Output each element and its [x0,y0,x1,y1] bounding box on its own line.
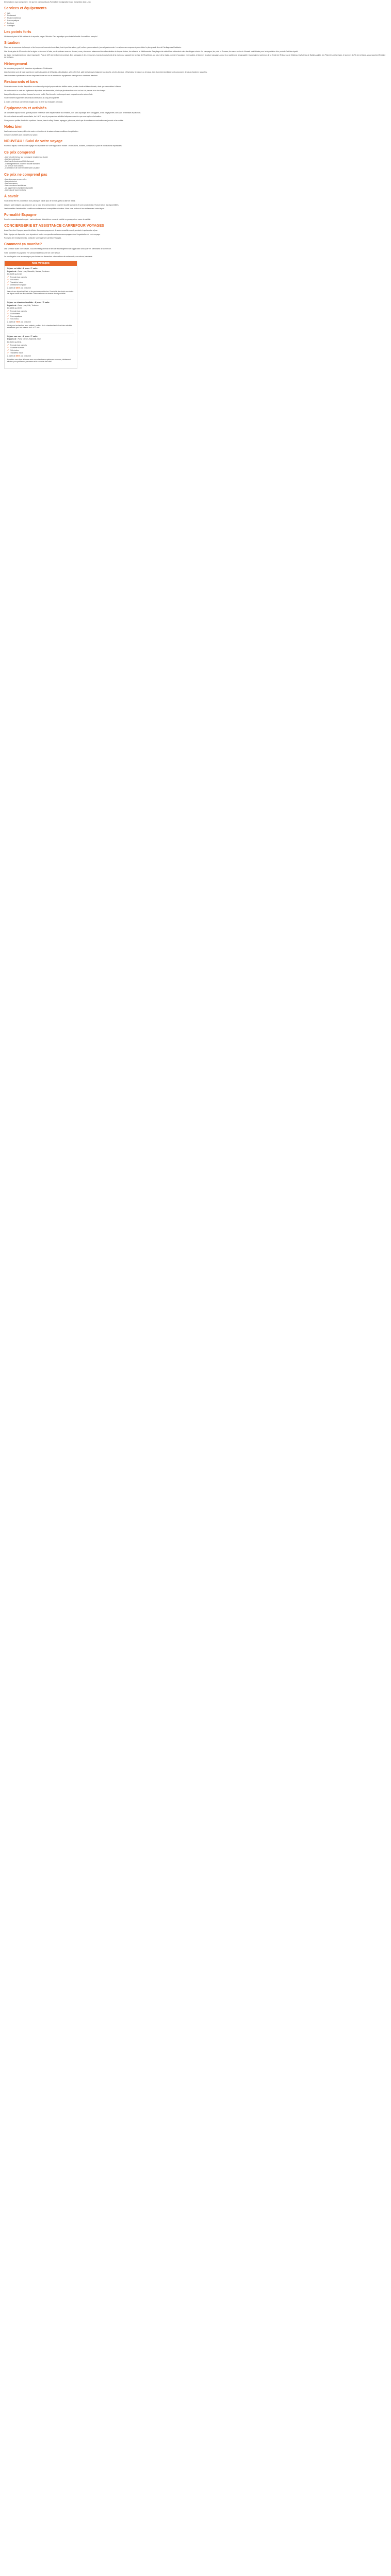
list-item: - Les excursions facultatives [4,184,26,187]
offer-services: ✔ Formule tout compris ✔ Vols inclus ✔ Transferts inclus ✔ Assistance sur place [7,276,27,286]
offer-price: À partir de 859 € par personne [7,355,31,358]
hebergement-paragraph: Le complexe propose 948 chambres réparties sur 2 bâtiments. [4,67,53,70]
notes-title: Notez bien [4,125,23,129]
check-icon: ✔ [7,351,9,354]
non-compris-title: Ce prix ne comprend pas [4,173,47,177]
offer-title[interactable]: Séjour en chambre familiale - 8 jours / 7 nuits [7,301,50,304]
formalites-text: Pour les ressortissants français : carte nationale d'identité en cours de validité ou passeport en cours de validité. [4,218,91,221]
list-item: - L'hébergement en chambre double standard [4,162,40,165]
check-icon: ✔ [7,314,9,317]
offer-price: À partir de 689 € par personne [7,287,31,290]
check-icon: ✔ [7,344,9,347]
restaurants-paragraph: Les petits-déjeuners sont servis sous forme de buffet. Des formules tout compris sont proposées selon votre choix. [4,93,93,96]
equipements-paragraph: Le complexe dispose d'une grande piscine extérieure avec espace dédié aux enfants, d'un parc aquatique avec toboggans, d'une plage privée, ainsi que de transats et parasols. [4,111,141,114]
compris-title: Ce prix comprend [4,150,35,155]
restaurants-paragraph: Vous retrouverez à votre disposition un restaurant principal proposant des buffets variés, cuisine locale et internationale, ainsi que des soirées à thème. [4,86,122,88]
formalites-title: Formalité Espagne [4,213,37,217]
situation-paragraph: Placé sur la commune de Lesquin et de Lemps de traversée immédiate, tout à peut de nature, golf, culture, parcs naturels, jeux et gastronomie. Les séjours se composent pour visiter le plus grande des de l'héritage des Habitants. [4,46,182,49]
notes-paragraph: Les horaires sont susceptibles de varier en fonction de la saison et des conditions d'exploitation. [4,130,79,132]
conciergerie-title: CONCIERGERIE ET ASSISTANCE CARREFOUR VOYAGES [4,224,104,228]
offer-dates: Du 01/05 au 31/10 [7,273,22,275]
offer-departures: Départs de : Paris, Lyon, Lille, Toulouse [7,304,39,307]
restaurants-paragraph: Un restaurant à la carte est également disponible sur réservation, ainsi que plusieurs bars dont un bar à la piscine et un bar lounge. [4,89,106,92]
conciergerie-paragraph: Notre équipe est disponible pour répondre à toutes vos questions et vous accompagner dans l'organisation de votre voyage. [4,233,101,235]
restaurants-paragraph: Vous trouverez également des snacks servis tout au long de la journée. [4,97,60,99]
compris-list [4,156,387,170]
check-icon: ✔ [7,346,9,349]
list-item: - L'assistance de notre représentant sur place [4,167,40,170]
offer-services: ✔ Formule tout compris ✔ Club enfants ✔ Parc aquatique ✔ Vols inclus [7,310,27,320]
service-item: ✔ Restaurant [4,14,16,17]
list-item: - Les vols aller/retour sur compagnie régulière ou charter [4,156,48,158]
check-icon: ✔ [7,280,9,283]
services-list [4,12,387,27]
situation-paragraph: Une de de près de 90 minutes de la région se trouvent à l'aise, sur la plateaux avec un dessert, vous y trouverez notamment de salles dédiées à chaque visiteur, de salles de la Méditerranée. Des plages de sable blanc s'étendent entre de villages colorés. La campagne, les puits et Grasses, les caves moins le Vinnanti sont idéales pour la dégustation d'un produit d'art très réputé. [4,50,299,53]
list-item: - Les taxes aéroport [4,158,20,161]
hebergement-paragraph: Les chambres sont de type supérieure, toutes équipées de télévision, climatisation, wifi, coffre-fort, salle de bain avec baignoire ou douche, sèche-cheveux, réfrigérateur et balcon ou terrasse. Les chambres familiales sont composées de deux chambres séparées. [4,71,207,73]
points-forts-text: Idéalement placé à 900 mètres de la superbe plage d'Hécube. Parc aquatique pour toute la famille. Accueil tout compris ! [4,36,98,38]
check-icon: ✔ [7,317,9,320]
hebergement-paragraph: Les chambres supérieures vue mer disposent d'une vue sur la mer et d'un équipement identique aux chambres standard. [4,75,98,77]
check-icon: ✔ [4,19,6,22]
nouveau-title: NOUVEAU ! Suivi de votre voyage [4,140,63,144]
list-item: - Les frais de visa éventuels [4,189,26,191]
offer-description: Idéal pour les familles avec enfants, profitez de la chambre familiale et des activités encadrées pour les enfants de 4 à 12 ans. [7,324,72,329]
check-icon: ✔ [4,24,6,27]
check-icon: ✔ [4,16,6,20]
offer-title[interactable]: Séjour en hôtel - 8 jours / 7 nuits [7,267,38,270]
a-savoir-title: À savoir [4,195,19,199]
offers-body [5,266,77,368]
offer-description: Réveillez-vous face à la mer avec nos chambres supérieures vue mer, idéalement situées pour profiter du panorama et du coucher de soleil. [7,358,71,363]
list-item: - La formule tout compris [4,164,24,167]
a-savoir-paragraph: Les prix sont indiqués par personne, sur la base de 2 personnes en chambre double standard, et sont susceptibles d'évoluer selon les disponibilités. [4,204,119,206]
check-icon: ✔ [7,276,9,279]
equipements-paragraph: Vous pourrez profiter d'activités sportives : tennis, beach-volley, fitness, aquagym, pétanque, ainsi que de nombreuses animations en journée et en soirée. [4,119,124,122]
check-icon: ✔ [7,278,9,281]
offer-title[interactable]: Séjour vue mer - 8 jours / 7 nuits [7,335,38,338]
offer-departures: Départs de : Paris, Lyon, Marseille, Nantes, Bordeaux [7,270,50,273]
service-item: ✔ Piscine extérieure [4,16,21,20]
service-item: ✔ Wifi [4,11,10,14]
offer-card[interactable] [7,335,74,363]
offer-dates: Du 01/04 au 30/11 [7,341,22,343]
comment-paragraph: La conciergerie vous accompagne pour toutes vos demandes : réservations de restaurants, excursions, transferts. [4,255,93,258]
check-icon: ✔ [7,348,9,351]
offer-dates: Du 15/06 au 15/09 [7,307,22,309]
list-item: - Les dépenses personnelles [4,178,27,180]
restaurants-title: Restaurants et bars [4,80,38,84]
offer-departures: Départs de : Paris, Nantes, Marseille, Nice [7,338,41,341]
list-item: - Les pourboires [4,180,17,182]
offer-services: ✔ Formule tout compris ✔ Chambre vue mer ✔ Vols inclus ✔ Transferts inclus [7,344,27,354]
situation-paragraph: La région est également une place importante. Plus de 40% de territoire est protégé. Des paysages et des ressources, tout au long du bord de la région qui supporte de la Zone de l'Ancêtinole, au cœur de la région, donnent l'occasion, entre-autres, d'observer la nature sauvage. Autour à un patrimoine remarquable, les domaines nombreux de la Grotte de l'Écluse ou de Château, les Salines de Sainte-Andrée, les Pêcheries de la région, le sommet du Pic de la Garde, vous racontent l'histoire de la région. [4,54,386,59]
equipements-title: Équipements et activités [4,106,47,110]
hebergement-title: Hébergement [4,62,27,66]
list-item: - Le supplément chambre individuelle [4,187,34,189]
a-savoir-paragraph: Vous devez être en possession d'un passeport valide plus de 6 mois après la date de retour. [4,200,76,202]
comment-paragraph: Une semaine avant votre départ, vous recevrez par email le lien de téléchargement de l'application ainsi que vos identifiants de connexion. [4,248,112,250]
equipements-paragraph: Un club enfants accueille vos enfants, de 4 à 12 ans, et propose des activités ludiques encadrées par une équipe d'animation. [4,115,102,118]
offer-price: À partir de 799 € par personne [7,321,31,324]
non-compris-list [4,178,387,192]
comment-paragraph: Votre conseiller est joignable 7j/7 pendant toute la durée de votre séjour. [4,251,60,254]
service-item: ✔ Boutique [4,21,14,24]
points-forts-title: Les points forts [4,30,31,35]
a-savoir-paragraph: Les formalités d'entrée et les conditions sanitaires sont susceptibles d'évoluer. Nous vous invitons à les vérifier avant votre départ. [4,207,105,210]
check-icon: ✔ [7,312,9,315]
list-item: - Les assurances [4,182,18,185]
offer-card[interactable] [7,267,74,295]
nouveau-text: Pour tout départ, votre suivi de voyage est disponible sur votre application mobile : informations, horaires, contacts sur place et notifications importantes. [4,145,122,147]
situation-title: Situation [4,41,20,45]
conciergerie-paragraph: Avec Carrefour Voyages, vous bénéficiez d'un accompagnement de votre conseiller avant, pendant et après votre séjour. [4,229,98,232]
services-title: Services et équipements [4,7,47,11]
intro-text: Description à Lyon composant : Ce que ne composent pas Formalités Consignation Logo Comprises dans Lyon [4,1,91,3]
check-icon: ✔ [7,283,9,286]
notes-paragraph: Certaines activités sont payantes sur place. [4,134,38,137]
check-icon: ✔ [4,11,6,14]
service-item: ✔ Consigne [4,24,15,27]
check-icon: ✔ [4,14,6,17]
offers-title: Nos voyages [5,261,77,266]
comment-title: Comment ça marche? [4,243,42,247]
offers-box [4,261,77,369]
check-icon: ✔ [4,21,6,24]
offer-description: Les vols au départ de Paris et de province sont inclus. Possibilité de choisir vos dates de départ selon les disponibilités. Réservation sous réserve de disponibilité. [7,290,74,295]
check-icon: ✔ [7,310,9,313]
list-item: - Les transferts aéroport/hôtel/aéroport [4,160,35,163]
restaurants-paragraph: À noter : une tenue correcte est exigée pour le dîner au restaurant principal. [4,100,63,103]
conciergerie-paragraph: Pour plus de renseignements, contactez votre agence Carrefour Voyages. [4,237,62,240]
service-item: ✔ Parc aquatique [4,19,19,22]
offer-card[interactable] [7,301,74,329]
page [0,0,391,369]
